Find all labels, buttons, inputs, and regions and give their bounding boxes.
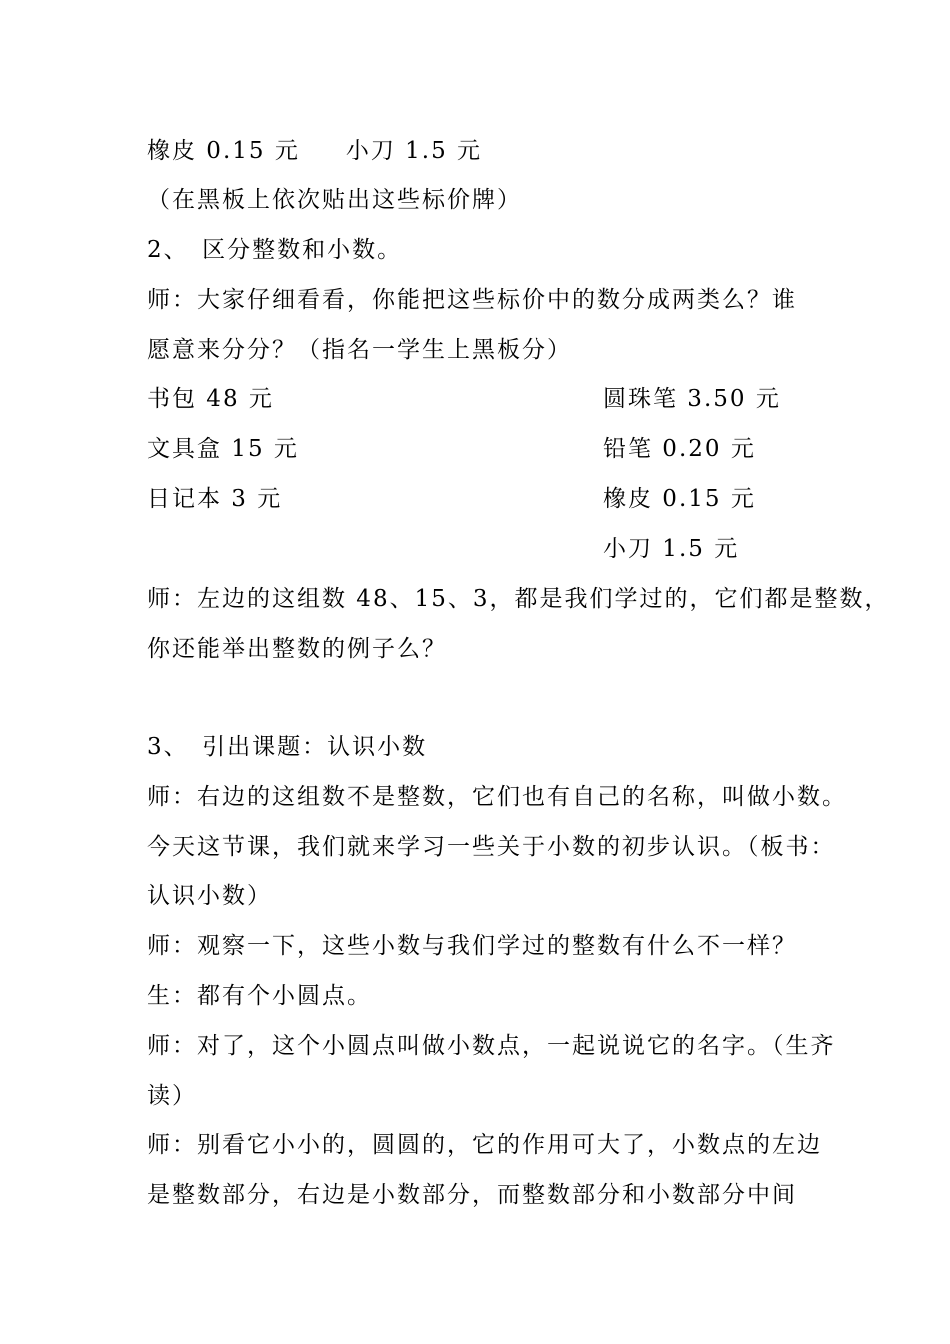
teacher-ask-line1: 师：大家仔细看看，你能把这些标价中的数分成两类么？谁 xyxy=(147,287,797,313)
note-blackboard: （在黑板上依次贴出这些标价牌） xyxy=(147,187,522,213)
teacher-decimal-line3: 认识小数） xyxy=(147,883,272,909)
right-item-eraser: 橡皮 0.15 元 xyxy=(603,486,756,512)
left-item-bag: 书包 48 元 xyxy=(147,386,274,412)
teacher-ask-line2: 愿意来分分？（指名一学生上黑板分） xyxy=(147,337,572,363)
left-item-pencil-case: 文具盒 15 元 xyxy=(147,436,299,462)
teacher-role-line2: 是整数部分，右边是小数部分，而整数部分和小数部分中间 xyxy=(147,1182,797,1208)
right-item-knife: 小刀 1.5 元 xyxy=(603,536,740,562)
price-knife: 小刀 1.5 元 xyxy=(345,138,483,164)
price-eraser: 橡皮 0.15 元 xyxy=(147,138,300,164)
teacher-integer-line1: 师：左边的这组数 48、15、3，都是我们学过的，它们都是整数， xyxy=(147,586,890,612)
step2-heading: 2、 区分整数和小数。 xyxy=(147,237,403,263)
teacher-observe: 师：观察一下，这些小数与我们学过的整数有什么不一样？ xyxy=(147,933,797,959)
teacher-point-line2: 读） xyxy=(147,1083,197,1109)
price-line xyxy=(147,136,482,166)
step3-heading: 3、 引出课题：认识小数 xyxy=(147,734,428,760)
right-item-pencil: 铅笔 0.20 元 xyxy=(603,436,756,462)
teacher-integer-line2: 你还能举出整数的例子么？ xyxy=(147,636,447,662)
student-answer: 生：都有个小圆点。 xyxy=(147,983,372,1009)
left-item-diary: 日记本 3 元 xyxy=(147,486,283,512)
teacher-decimal-line2: 今天这节课，我们就来学习一些关于小数的初步认识。（板书： xyxy=(147,834,836,860)
teacher-role-line1: 师：别看它小小的，圆圆的，它的作用可大了，小数点的左边 xyxy=(147,1132,822,1158)
right-item-ballpoint: 圆珠笔 3.50 元 xyxy=(603,386,781,412)
teacher-decimal-line1: 师：右边的这组数不是整数，它们也有自己的名称，叫做小数。 xyxy=(147,784,847,810)
teacher-point-line1: 师：对了，这个小圆点叫做小数点，一起说说它的名字。（生齐 xyxy=(147,1033,836,1059)
